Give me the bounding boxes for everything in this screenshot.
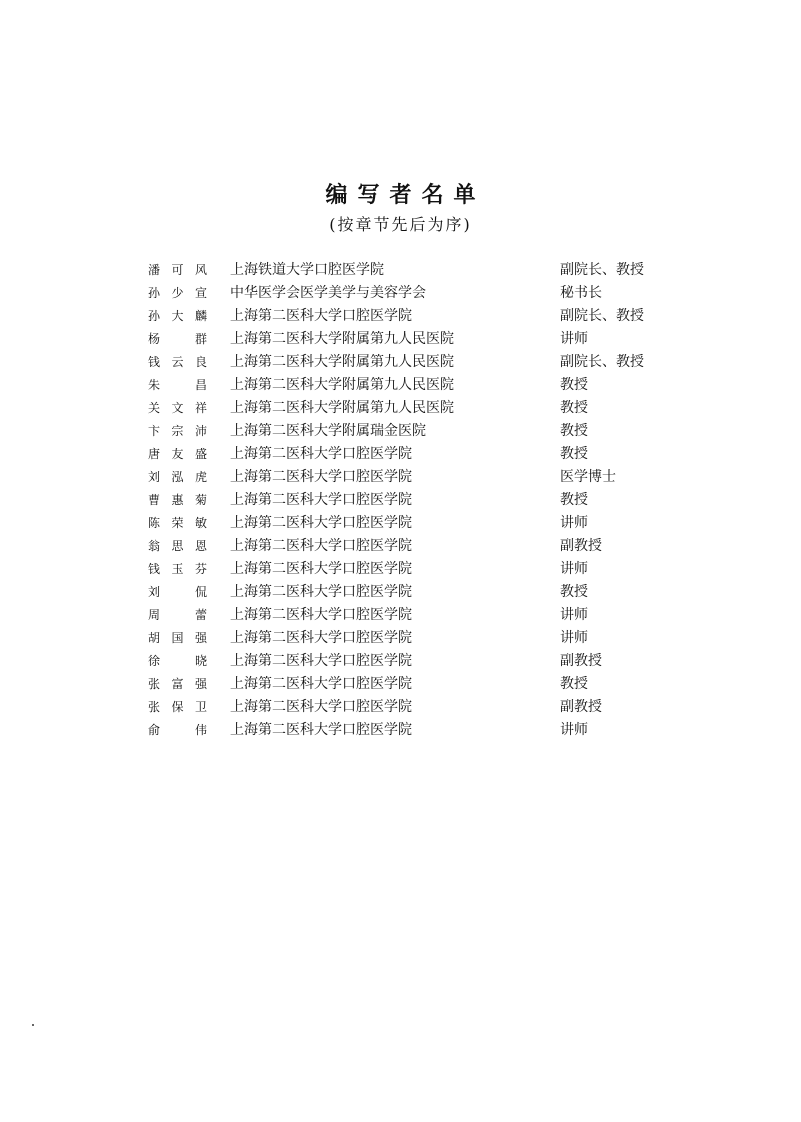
contributor-unit: 上海第二医科大学口腔医学院	[230, 492, 412, 508]
contributor-name: 孙少宣	[148, 286, 208, 300]
contributor-unit: 上海第二医科大学附属第九人民医院	[230, 377, 454, 393]
contributor-name: 张富强	[148, 677, 208, 691]
contributor-name: 杨 群	[148, 332, 208, 346]
contributor-title: 教授	[560, 676, 588, 692]
contributor-title: 讲师	[560, 630, 588, 646]
contributor-title: 秘书长	[560, 285, 602, 301]
contributor-title: 讲师	[560, 561, 588, 577]
contributor-unit: 上海第二医科大学口腔医学院	[230, 607, 412, 623]
list-item	[0, 328, 801, 351]
contributor-name: 曹惠菊	[148, 493, 208, 507]
contributor-name: 孙大麟	[148, 309, 208, 323]
contributor-unit: 上海第二医科大学口腔医学院	[230, 308, 412, 324]
contributor-title: 教授	[560, 377, 588, 393]
contributor-name: 潘可风	[148, 263, 208, 277]
contributor-unit: 中华医学会医学美学与美容学会	[230, 285, 426, 301]
list-item	[0, 627, 801, 650]
contributor-unit: 上海第二医科大学附属第九人民医院	[230, 331, 454, 347]
page-title: 编写者名单	[325, 183, 486, 208]
contributor-unit: 上海第二医科大学口腔医学院	[230, 538, 412, 554]
list-item	[0, 305, 801, 328]
contributor-title: 副教授	[560, 538, 602, 554]
contributor-name: 钱云良	[148, 355, 208, 369]
contributor-unit: 上海第二医科大学口腔医学院	[230, 653, 412, 669]
contributor-title: 副院长、教授	[560, 308, 644, 324]
contributor-unit: 上海第二医科大学口腔医学院	[230, 584, 412, 600]
contributor-name: 张保卫	[148, 700, 208, 714]
contributor-list	[0, 259, 801, 742]
contributor-name: 陈荣敏	[148, 516, 208, 530]
contributor-unit: 上海第二医科大学口腔医学院	[230, 469, 412, 485]
contributor-name: 胡国强	[148, 631, 208, 645]
contributor-title: 教授	[560, 446, 588, 462]
contributor-name: 徐 晓	[148, 654, 208, 668]
list-item	[0, 673, 801, 696]
list-item	[0, 282, 801, 305]
page-subtitle: (按章节先后为序)	[329, 215, 472, 234]
contributor-title: 副院长、教授	[560, 262, 644, 278]
contributor-name: 朱 昌	[148, 378, 208, 392]
contributor-name: 俞 伟	[148, 723, 208, 737]
list-item	[0, 420, 801, 443]
list-item	[0, 581, 801, 604]
list-item	[0, 466, 801, 489]
contributor-title: 讲师	[560, 331, 588, 347]
contributor-name: 钱玉芬	[148, 562, 208, 576]
list-item	[0, 397, 801, 420]
contributor-title: 教授	[560, 423, 588, 439]
contributor-name: 翁思恩	[148, 539, 208, 553]
list-item	[0, 604, 801, 627]
contributor-name: 刘泓虎	[148, 470, 208, 484]
contributor-unit: 上海第二医科大学附属第九人民医院	[230, 400, 454, 416]
contributor-name: 刘 侃	[148, 585, 208, 599]
list-item	[0, 259, 801, 282]
list-item	[0, 696, 801, 719]
contributor-unit: 上海第二医科大学口腔医学院	[230, 722, 412, 738]
contributor-unit: 上海第二医科大学口腔医学院	[230, 630, 412, 646]
list-item	[0, 558, 801, 581]
contributor-name: 卞宗沛	[148, 424, 208, 438]
list-item	[0, 535, 801, 558]
list-item	[0, 374, 801, 397]
contributor-title: 讲师	[560, 515, 588, 531]
contributor-unit: 上海第二医科大学口腔医学院	[230, 561, 412, 577]
contributor-unit: 上海第二医科大学口腔医学院	[230, 699, 412, 715]
contributor-title: 副院长、教授	[560, 354, 644, 370]
list-item	[0, 719, 801, 742]
contributor-title: 教授	[560, 400, 588, 416]
contributor-title: 副教授	[560, 699, 602, 715]
contributor-title: 副教授	[560, 653, 602, 669]
contributor-unit: 上海第二医科大学口腔医学院	[230, 446, 412, 462]
scan-speck	[32, 1024, 34, 1026]
contributor-name: 唐友盛	[148, 447, 208, 461]
contributor-unit: 上海第二医科大学口腔医学院	[230, 515, 412, 531]
contributor-unit: 上海铁道大学口腔医学院	[230, 262, 384, 278]
contributor-title: 讲师	[560, 722, 588, 738]
contributor-unit: 上海第二医科大学口腔医学院	[230, 676, 412, 692]
contributor-unit: 上海第二医科大学附属瑞金医院	[230, 423, 426, 439]
contributor-unit: 上海第二医科大学附属第九人民医院	[230, 354, 454, 370]
list-item	[0, 351, 801, 374]
list-item	[0, 443, 801, 466]
contributor-title: 讲师	[560, 607, 588, 623]
list-item	[0, 650, 801, 673]
contributor-title: 教授	[560, 584, 588, 600]
contributor-title: 医学博士	[560, 469, 616, 485]
list-item	[0, 489, 801, 512]
contributor-title: 教授	[560, 492, 588, 508]
contributor-name: 关文祥	[148, 401, 208, 415]
contributor-name: 周 蕾	[148, 608, 208, 622]
list-item	[0, 512, 801, 535]
